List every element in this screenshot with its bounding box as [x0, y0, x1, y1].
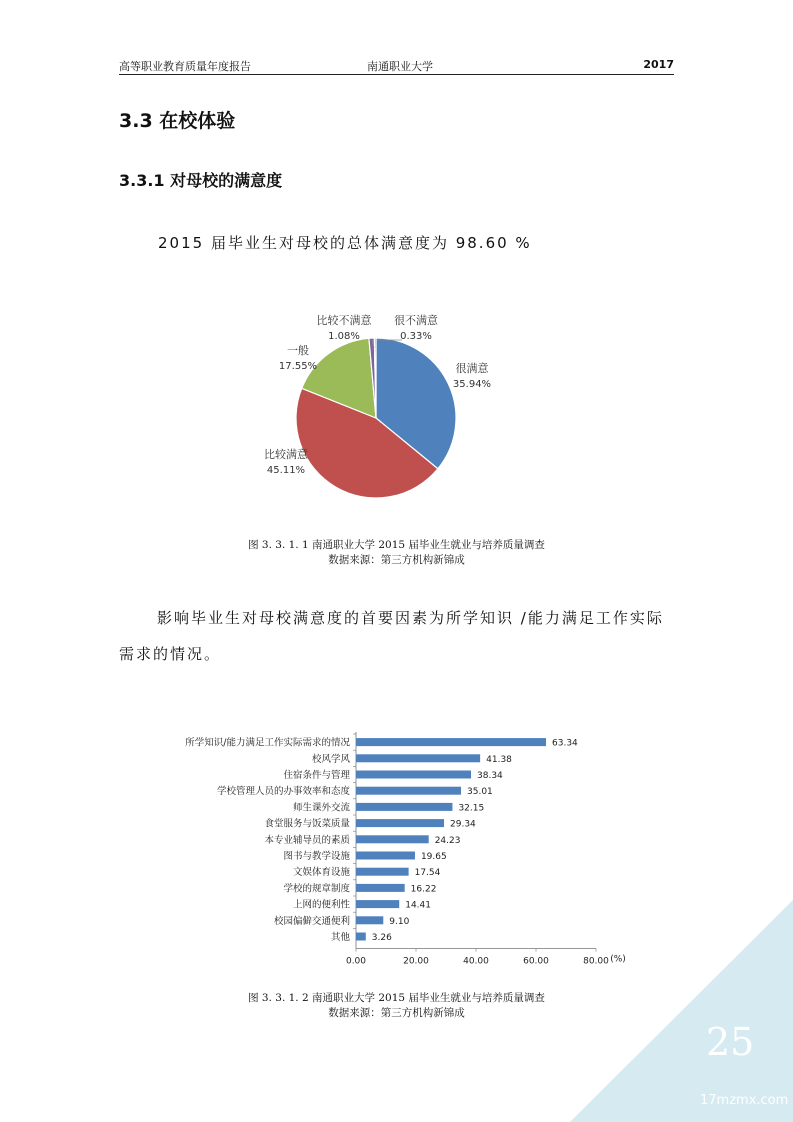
bar	[356, 819, 444, 827]
bar-x-tick-label: 60.00	[523, 956, 549, 967]
figure1-caption-line2: 数据来源：第三方机构新锦成	[328, 554, 465, 566]
bar-category-label: 上网的便利性	[292, 899, 350, 911]
bar	[356, 933, 366, 941]
bar	[356, 916, 383, 924]
pie-value-5: 0.33%	[400, 331, 432, 342]
overall-satisfaction-paragraph: 2015 届毕业生对母校的总体满意度为 98.60 %	[158, 234, 532, 252]
pie-value-1: 35.94%	[452, 379, 492, 390]
bar	[356, 852, 415, 860]
bar-x-tick-label: 0.00	[345, 956, 367, 967]
bar-value-label: 3.26	[371, 933, 392, 943]
header-university: 南通职业大学	[367, 60, 433, 73]
figure2-caption-line2: 数据来源：第三方机构新锦成	[328, 1007, 465, 1019]
subsection-title: 3.3.1 对母校的满意度	[119, 171, 283, 190]
bar-x-tick-label: 40.00	[463, 956, 489, 967]
pie-label-2: 比较满意	[264, 448, 308, 461]
watermark: 17mzmx.com	[700, 1093, 789, 1108]
bar-value-label: 14.41	[405, 900, 431, 911]
page-number: 25	[706, 1020, 755, 1064]
bar	[356, 754, 480, 762]
bar-category-label: 其他	[330, 932, 350, 943]
bar-value-label: 24.23	[434, 835, 461, 846]
bar-category-label: 图书与教学设施	[283, 851, 350, 862]
bar-category-label: 所学知识/能力满足工作实际需求的情况	[185, 737, 350, 749]
bar	[356, 900, 399, 908]
bar	[356, 884, 405, 892]
pie-label-4: 比较不满意	[316, 314, 372, 327]
corner-decoration	[570, 900, 793, 1122]
bar-category-label: 文娱体育设施	[292, 867, 350, 879]
corner-triangle	[570, 900, 793, 1122]
bar-value-label: 16.22	[410, 884, 437, 895]
bar	[356, 738, 546, 746]
bar-category-label: 学校管理人员的办事效率和态度	[216, 786, 350, 798]
bar	[356, 771, 471, 779]
influence-factor-paragraph: 影响毕业生对母校满意度的首要因素为所学知识 /能力满足工作实际需求的情况。	[119, 609, 664, 663]
figure1-caption	[0, 538, 793, 568]
bar	[356, 787, 461, 795]
figure1-caption-line1: 图 3. 3. 1. 1 南通职业大学 2015 届毕业生就业与培养质量调查	[248, 539, 545, 551]
bar-value-label: 19.65	[420, 852, 447, 862]
section-title: 3.3 在校体验	[119, 110, 236, 132]
page-header	[119, 56, 674, 75]
bar-category-label: 学校的规章制度	[283, 883, 350, 895]
bar-category-label: 住宿条件与管理	[283, 770, 350, 781]
bar-value-label: 32.15	[458, 803, 485, 814]
bar	[356, 835, 429, 843]
bar-value-label: 38.34	[477, 771, 503, 781]
bar-value-label: 9.10	[389, 916, 410, 927]
header-year: 2017	[643, 58, 674, 71]
pie-value-2: 45.11%	[266, 465, 306, 476]
pie-value-4: 1.08%	[328, 331, 360, 342]
satisfaction-pie-chart	[240, 300, 540, 520]
bar-category-label: 校园偏僻交通便利	[273, 915, 350, 927]
header-report-title: 高等职业教育质量年度报告	[119, 60, 251, 73]
bar-value-label: 41.38	[486, 754, 512, 765]
bar	[356, 803, 452, 811]
bar-value-label: 17.54	[414, 868, 441, 879]
bar-category-label: 食堂服务与饭菜质量	[264, 818, 350, 830]
bar-x-tick-label: 20.00	[403, 956, 429, 967]
pie-value-3: 17.55%	[278, 361, 318, 372]
pie-label-3: 一般	[287, 344, 309, 357]
pie-label-1: 很满意	[455, 362, 489, 375]
bar-x-tick-label: 80.00	[583, 956, 609, 967]
bar	[356, 868, 409, 876]
bar-value-label: 35.01	[467, 787, 493, 798]
figure2-caption-line1: 图 3. 3. 1. 2 南通职业大学 2015 届毕业生就业与培养质量调查	[248, 992, 545, 1004]
bar-value-label: 63.34	[552, 738, 578, 749]
bar-x-unit: (%)	[610, 954, 626, 965]
bar-category-label: 本专业辅导员的素质	[264, 834, 350, 846]
pie-label-5: 很不满意	[394, 314, 438, 327]
bar-category-label: 校风学风	[311, 753, 350, 765]
bar-category-label: 师生课外交流	[292, 802, 350, 814]
bar-value-label: 29.34	[450, 819, 476, 830]
